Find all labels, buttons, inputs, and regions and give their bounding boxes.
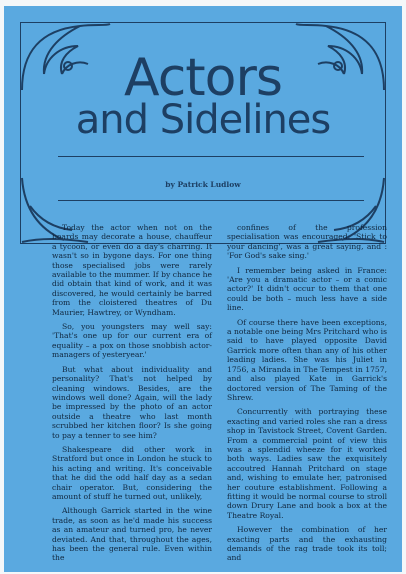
paragraph: Of course there have been exceptions, a notable one being Mrs Pritchard who is said to have played opposite David Garrick more often than any of his other leading ladies. She was his Juliet in 1756, a Miranda in The Tempest in 1757, and also played Kate in Garrick's doctored version of The Taming of the Shrew. <box>227 317 387 402</box>
paragraph: Today the actor when not on the boards may decorate a house, chauffeur a tycoon, or even do a day's charring. It wasn't so in bygone days. For one thing those specialised jobs were rarely available to the mummer. If by chance he did obtain that kind of work, and it was discovered, he would certainly be barred from the cloistered theatres of Du Maurier, Hawtrey, or Wyndham. <box>52 223 212 317</box>
article-title-line2: and Sidelines <box>75 97 331 143</box>
paragraph: However the combination of her exacting parts and the exhausting demands of the rag trade took its toll; and <box>227 525 387 563</box>
byline: by Patrick Ludlow <box>165 180 241 189</box>
right-column <box>227 223 387 568</box>
paragraph: confines of the profession specialisation was encouraged: 'Stick to your dancing', was a great saying, and : 'For God's sake sing.' <box>227 223 387 261</box>
paragraph: But what about individuality and personality? That's not helped by cleaning windows. Besides, are the windows well done? Again, will the lady be impressed by the photo of an actor outside a theatre who last month scrubbed her kitchen floor? Is she going to pay a tenner to see him? <box>52 364 212 440</box>
article-title-line1: Actors <box>124 48 282 108</box>
paragraph: Shakespeare did other work in Stratford but once in London he stuck to his acting and writing. It's conceivable that he did the odd half day as a sedan chair operator. But, considering the amount of stuff he turned out, unlikely, <box>52 444 212 501</box>
title-rule-top <box>58 156 364 157</box>
paragraph: So, you youngsters may well say: 'That's one up for our current era of equality – a pox on those snobbish actor-managers of yesteryear.' <box>52 322 212 360</box>
paragraph: I remember being asked in France: 'Are you a dramatic actor – or a comic actor?' It didn't occur to them that one could be both – much less have a side line. <box>227 265 387 313</box>
left-column <box>52 223 212 568</box>
paragraph: Although Garrick started in the wine trade, as soon as he'd made his success as an amateur and turned pro, he never deviated. And that, throughout the ages, has been the general rule. Even within the <box>52 506 212 563</box>
paragraph: Concurrently with portraying these exacting and varied roles she ran a dress shop in Tavistock Street, Covent Garden. From a commercial point of view this was a splendid wheeze for it worked both ways. Ladies saw the exquisitely accoutred Hannah Pritchard on stage and, wishing to emulate her, patronised her couture establishment. Following a fitting it would be normal course to stroll down Drury Lane and book a box at the Theatre Royal. <box>227 407 387 520</box>
title-rule-bottom <box>58 200 364 201</box>
